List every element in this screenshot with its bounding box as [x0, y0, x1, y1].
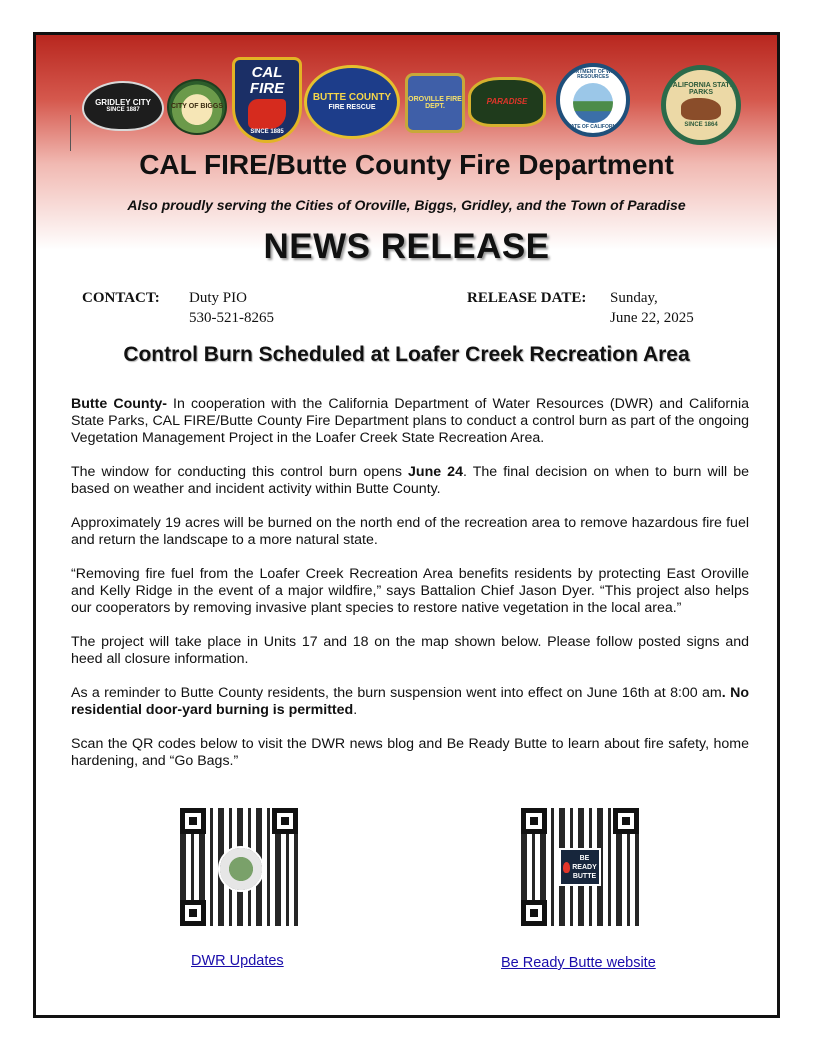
- text-cursor: [70, 115, 71, 151]
- release-date-label: RELEASE DATE:: [467, 290, 587, 306]
- flame-icon: [563, 862, 570, 873]
- bear-icon: [681, 98, 721, 120]
- release-headline: Control Burn Scheduled at Loafer Creek Recreation Area: [123, 343, 690, 366]
- butte-county-fire-patch: BUTTE COUNTY FIRE RESCUE: [304, 65, 400, 139]
- contact-name: Duty PIO: [189, 290, 247, 306]
- paragraph: “Removing fire fuel from the Loafer Creek Recreation Area benefits residents by protecting East Oroville and Kelly Ridge in the event of a major wildfire,” says Battalion Chief Jason Dyer. “This project also helps our cooperators by removing invasive plant species to restore native vegetation in the local area.”: [71, 566, 749, 616]
- header-gradient: [36, 35, 777, 250]
- news-release-page: [33, 32, 780, 1018]
- california-state-parks-seal: CALIFORNIA STATE PARKS SINCE 1864: [661, 65, 741, 145]
- cal-fire-patch: CAL FIRE SINCE 1885: [232, 57, 302, 143]
- california-state-shape-icon: [248, 99, 286, 129]
- dam-landscape-icon: [573, 83, 613, 123]
- contact-label: CONTACT:: [82, 290, 160, 306]
- release-day: Sunday,: [610, 290, 658, 306]
- department-of-water-resources-seal: DEPARTMENT OF WATER RESOURCES STATE OF CALIFORNIA: [556, 63, 630, 137]
- be-ready-butte-qr-code[interactable]: [521, 808, 639, 926]
- gridley-city-patch: GRIDLEY CITY SINCE 1887: [82, 81, 164, 131]
- paradise-fire-patch: PARADISE: [468, 77, 546, 127]
- be-ready-butte-logo: BE READY BUTTE: [559, 848, 601, 886]
- service-area-subtitle: Also proudly serving the Cities of Oroville, Biggs, Gridley, and the Town of Paradise: [127, 197, 686, 213]
- be-ready-butte-link[interactable]: Be Ready Butte website: [501, 955, 656, 971]
- contact-phone: 530-521-8265: [189, 310, 274, 326]
- paragraph: The window for conducting this control burn opens June 24. The final decision on when to burn will be based on weather and incident activity within Butte County.: [71, 464, 749, 497]
- city-of-biggs-seal: CITY OF BIGGS: [167, 79, 227, 135]
- release-date: June 22, 2025: [610, 310, 694, 326]
- dwr-seal-icon: [218, 846, 264, 892]
- news-release-heading: NEWS RELEASE: [263, 227, 550, 266]
- paragraph: As a reminder to Butte County residents, the burn suspension went into effect on June 16th at 8:00 am. No residential door-yard burning is permitted.: [71, 685, 749, 718]
- dwr-qr-code[interactable]: [180, 808, 298, 926]
- department-title: CAL FIRE/Butte County Fire Department: [139, 149, 674, 180]
- paragraph: The project will take place in Units 17 and 18 on the map shown below. Please follow posted signs and heed all closure information.: [71, 634, 749, 667]
- release-body: [71, 396, 749, 787]
- dwr-updates-link[interactable]: DWR Updates: [191, 953, 284, 969]
- paragraph: Butte County- In cooperation with the California Department of Water Resources (DWR) and California State Parks, CAL FIRE/Butte County Fire Department plans to conduct a control burn as part of the ongoing Vegetation Management Project in the Loafer Creek State Recreation Area.: [71, 396, 749, 446]
- paragraph: Scan the QR codes below to visit the DWR news blog and Be Ready Butte to learn about fire safety, home hardening, and “Go Bags.”: [71, 736, 749, 769]
- paragraph: Approximately 19 acres will be burned on the north end of the recreation area to remove hazardous fire fuel and return the landscape to a more natural state.: [71, 515, 749, 548]
- oroville-fire-patch: OROVILLE FIRE DEPT.: [405, 73, 465, 133]
